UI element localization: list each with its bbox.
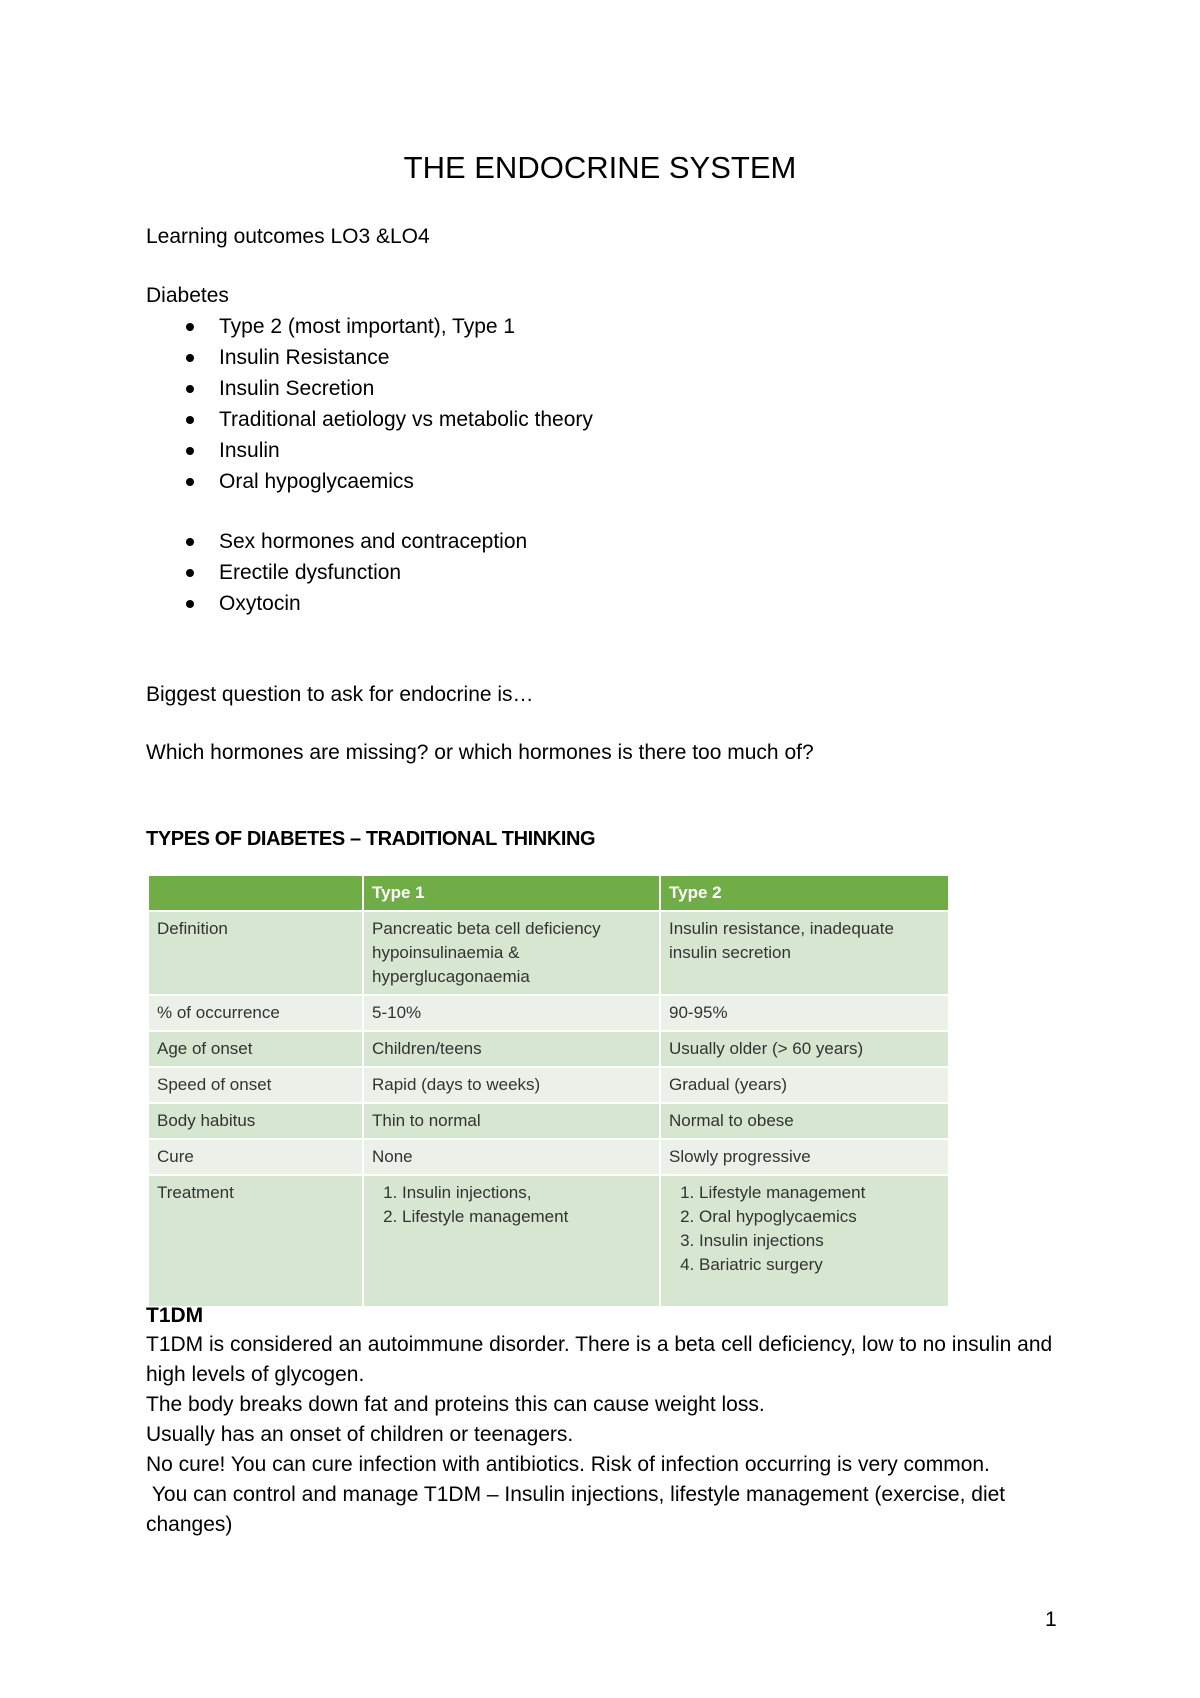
cell-line: hypoinsulinaemia &	[372, 943, 520, 962]
list-item-text: Erectile dysfunction	[219, 561, 402, 584]
type2-cell: Normal to obese	[660, 1103, 949, 1139]
cell-line: Pancreatic beta cell deficiency	[372, 919, 601, 938]
treatment-list	[372, 1181, 651, 1229]
type2-cell: Gradual (years)	[660, 1067, 949, 1103]
paragraph: You can control and manage T1DM – Insulin injections, lifestyle management (exercise, diet changes)	[146, 1483, 1011, 1536]
list-item	[184, 342, 593, 373]
type2-cell	[660, 1175, 949, 1307]
bullet-icon	[186, 478, 194, 486]
table-row	[149, 1139, 949, 1175]
table-row	[149, 1031, 949, 1067]
table-row	[149, 1067, 949, 1103]
bullet-icon	[186, 416, 194, 424]
list-item	[184, 373, 593, 404]
list-item	[184, 526, 527, 557]
list-item: 1. Insulin injections,	[402, 1181, 651, 1205]
row-label: Age of onset	[149, 1031, 363, 1067]
list-item	[184, 588, 527, 619]
table-row	[149, 1175, 949, 1307]
table-header-cell	[149, 876, 363, 911]
row-label: Body habitus	[149, 1103, 363, 1139]
other-topics-bullet-list	[184, 526, 527, 619]
type1-cell	[363, 1175, 660, 1307]
row-label: % of occurrence	[149, 995, 363, 1031]
list-item	[184, 311, 593, 342]
type2-cell: 90-95%	[660, 995, 949, 1031]
list-item-text: Traditional aetiology vs metabolic theory	[219, 408, 593, 431]
diabetes-bullet-list	[184, 311, 593, 497]
types-heading: TYPES OF DIABETES – TRADITIONAL THINKING	[146, 828, 596, 850]
paragraph: The body breaks down fat and proteins this can cause weight loss.	[146, 1393, 765, 1416]
cell-line: insulin secretion	[669, 943, 791, 962]
list-item: 1. Lifestyle management	[699, 1181, 940, 1205]
table-header-cell: Type 1	[363, 876, 660, 911]
treatment-list	[669, 1181, 940, 1277]
list-item: 3. Insulin injections	[699, 1229, 940, 1253]
row-label: Speed of onset	[149, 1067, 363, 1103]
type2-cell: Slowly progressive	[660, 1139, 949, 1175]
list-item: 2. Lifestyle management	[402, 1205, 651, 1229]
list-item: 2. Oral hypoglycaemics	[699, 1205, 940, 1229]
row-label: Cure	[149, 1139, 363, 1175]
paragraph: T1DM is considered an autoimmune disorder. There is a beta cell deficiency, low to no insulin and high levels of glycogen.	[146, 1333, 1053, 1386]
diabetes-label: Diabetes	[146, 284, 229, 307]
table-row	[149, 911, 949, 995]
bullet-icon	[186, 569, 194, 577]
list-item	[184, 557, 527, 588]
list-item-text: Oxytocin	[219, 592, 301, 615]
page-number: 1	[1045, 1608, 1057, 1631]
list-item: 4. Bariatric surgery	[699, 1253, 940, 1277]
cell-line: Insulin resistance, inadequate	[669, 919, 894, 938]
type2-cell: Usually older (> 60 years)	[660, 1031, 949, 1067]
type1-cell: Children/teens	[363, 1031, 660, 1067]
bullet-icon	[186, 323, 194, 331]
bullet-icon	[186, 600, 194, 608]
type1-cell: 5-10%	[363, 995, 660, 1031]
table-header-row	[149, 876, 949, 911]
type1-cell: Thin to normal	[363, 1103, 660, 1139]
learning-outcomes: Learning outcomes LO3 &LO4	[146, 225, 430, 248]
row-label: Definition	[149, 911, 363, 995]
page-title: THE ENDOCRINE SYSTEM	[403, 150, 797, 185]
list-item	[184, 435, 593, 466]
t1dm-body	[146, 1330, 1076, 1540]
bullet-icon	[186, 538, 194, 546]
type1-cell: None	[363, 1139, 660, 1175]
cell-line: hyperglucagonaemia	[372, 967, 530, 986]
list-item-text: Oral hypoglycaemics	[219, 470, 414, 493]
bullet-icon	[186, 385, 194, 393]
row-label: Treatment	[149, 1175, 363, 1307]
bullet-icon	[186, 447, 194, 455]
list-item-text: Insulin Secretion	[219, 377, 375, 400]
paragraph: No cure! You can cure infection with antibiotics. Risk of infection occurring is very common.	[146, 1453, 990, 1476]
list-item	[184, 404, 593, 435]
bullet-icon	[186, 354, 194, 362]
table-row	[149, 995, 949, 1031]
list-item-text: Sex hormones and contraception	[219, 530, 528, 553]
list-item	[184, 466, 593, 497]
type1-cell	[363, 911, 660, 995]
list-item-text: Insulin Resistance	[219, 346, 390, 369]
key-question: Which hormones are missing? or which hormones is there too much of?	[146, 741, 814, 764]
t1dm-heading: T1DM	[146, 1304, 204, 1327]
diabetes-types-table	[149, 876, 950, 1308]
type1-cell: Rapid (days to weeks)	[363, 1067, 660, 1103]
table-row	[149, 1103, 949, 1139]
paragraph: Usually has an onset of children or teenagers.	[146, 1423, 574, 1446]
question-intro: Biggest question to ask for endocrine is…	[146, 683, 534, 706]
list-item-text: Insulin	[219, 439, 280, 462]
type2-cell	[660, 911, 949, 995]
table-header-cell: Type 2	[660, 876, 949, 911]
list-item-text: Type 2 (most important), Type 1	[219, 315, 516, 338]
